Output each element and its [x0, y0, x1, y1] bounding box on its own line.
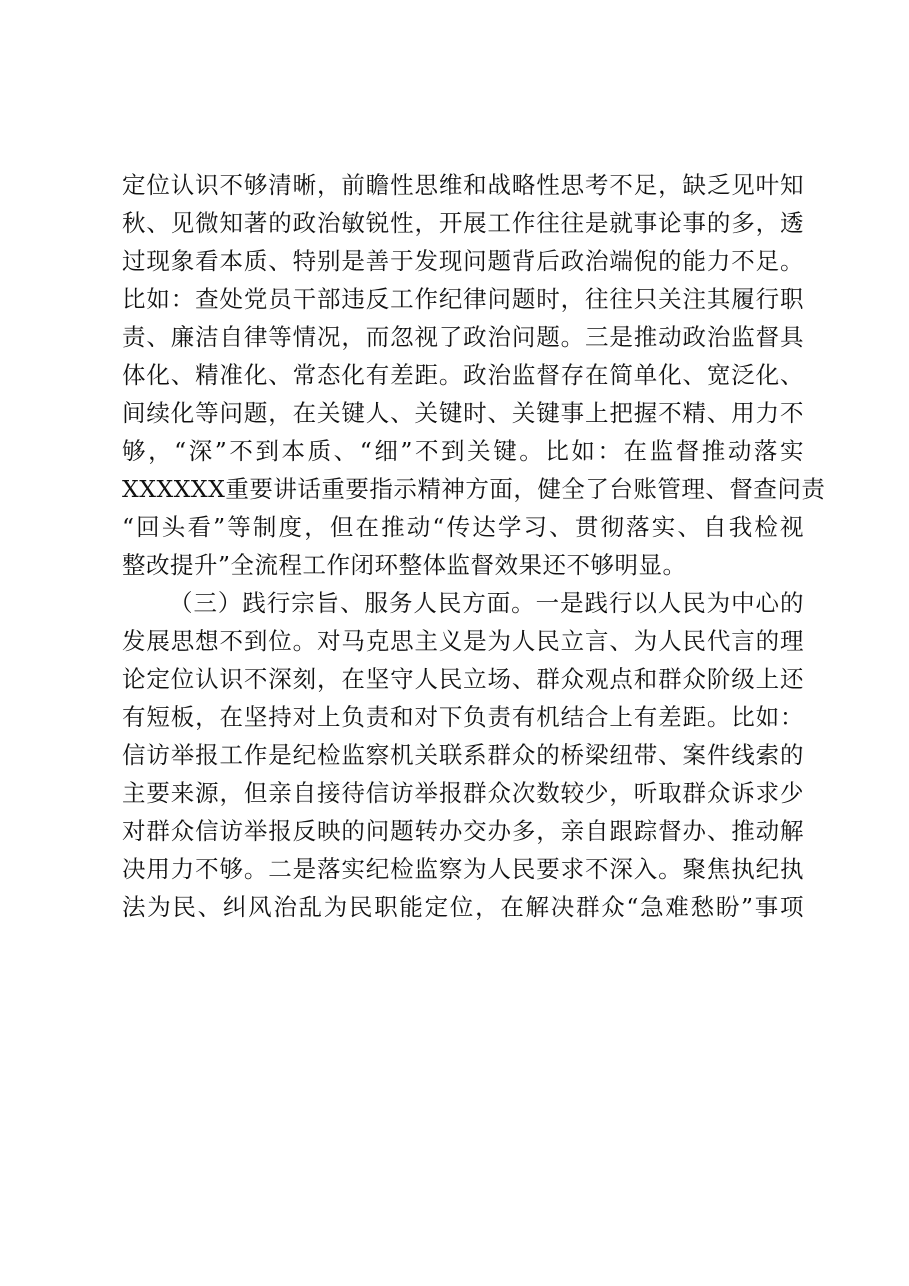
text-line: XXXXXX重要讲话重要指示精神方面，健全了台账管理、督查问责 — [122, 475, 826, 503]
section-heading-line: （三）践行宗旨、服务人民方面。一是践行以人民为中心的 — [169, 589, 804, 617]
text-line: 信访举报工作是纪检监察机关联系群众的桥梁纽带、案件线索的 — [122, 741, 804, 769]
text-line: 法为民、纠风治乱为民职能定位，在解决群众“急难愁盼”事项 — [122, 893, 804, 921]
document-body — [122, 166, 826, 926]
text-line: 论定位认识不深刻，在坚守人民立场、群众观点和群众阶级上还 — [122, 665, 804, 693]
text-line: 体化、精准化、常态化有差距。政治监督存在简单化、宽泛化、 — [122, 361, 804, 389]
text-line: 对群众信访举报反映的问题转办交办多，亲自跟踪督办、推动解 — [122, 817, 804, 845]
text-line: 有短板，在坚持对上负责和对下负责有机结合上有差距。比如： — [122, 703, 804, 731]
text-line: 间续化等问题，在关键人、关键时、关键事上把握不精、用力不 — [122, 399, 804, 427]
text-line: 整改提升”全流程工作闭环整体监督效果还不够明显。 — [122, 551, 687, 579]
text-line: 决用力不够。二是落实纪检监察为人民要求不深入。聚焦执纪执 — [122, 855, 804, 883]
text-line: 够，“深”不到本质、“细”不到关键。比如：在监督推动落实 — [122, 437, 804, 465]
text-line: 秋、见微知著的政治敏锐性，开展工作往往是就事论事的多，透 — [122, 209, 804, 237]
text-line: 责、廉洁自律等情况，而忽视了政治问题。三是推动政治监督具 — [122, 323, 804, 351]
text-line: 过现象看本质、特别是善于发现问题背后政治端倪的能力不足。 — [122, 247, 804, 275]
text-line: 比如：查处党员干部违反工作纪律问题时，往往只关注其履行职 — [122, 285, 804, 313]
text-line: 定位认识不够清晰，前瞻性思维和战略性思考不足，缺乏见叶知 — [122, 171, 804, 199]
text-line: “回头看”等制度，但在推动“传达学习、贯彻落实、自我检视 — [122, 513, 804, 541]
text-line: 发展思想不到位。对马克思主义是为人民立言、为人民代言的理 — [122, 627, 804, 655]
text-line: 主要来源，但亲自接待信访举报群众次数较少，听取群众诉求少 — [122, 779, 804, 807]
